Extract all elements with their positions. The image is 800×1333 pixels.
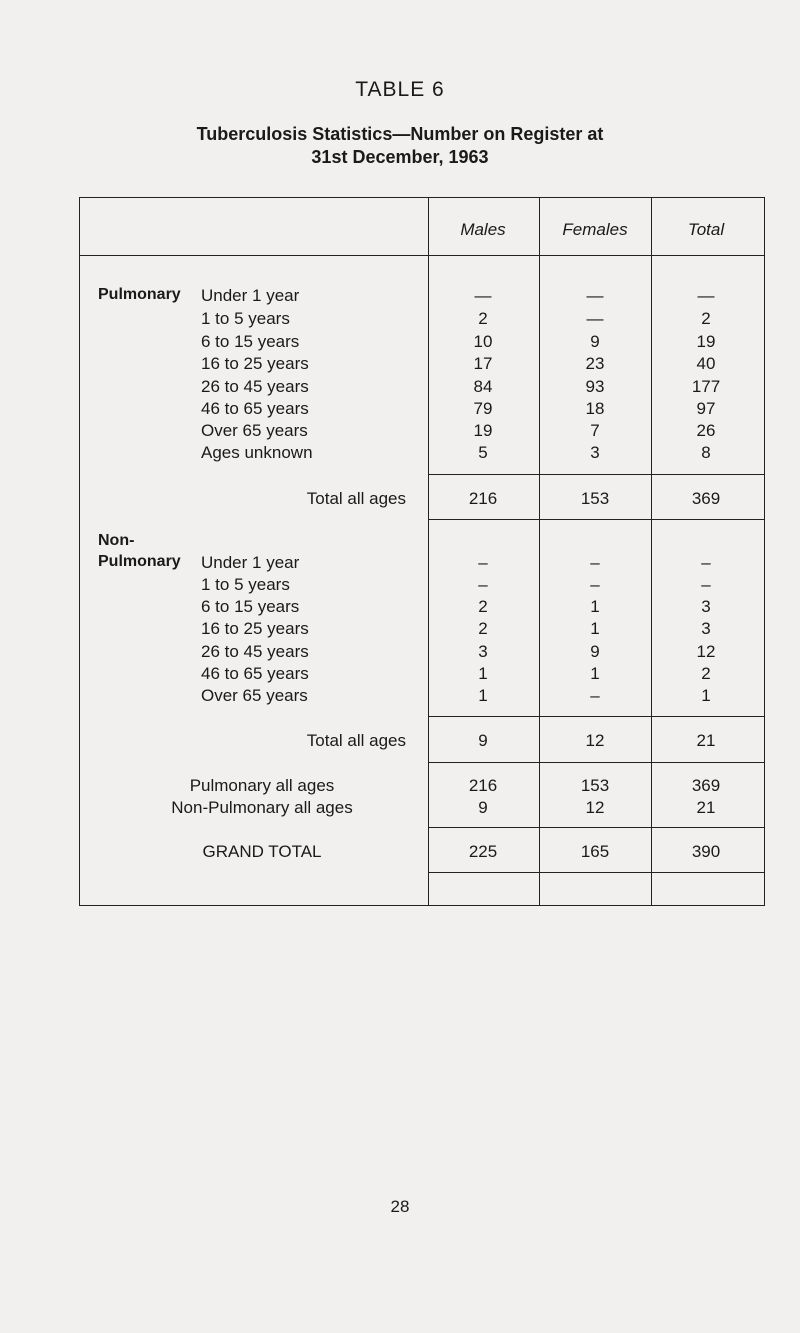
header-bottom-rule xyxy=(79,255,765,256)
males-value: 216 xyxy=(468,489,498,508)
males-value: 2 xyxy=(478,597,488,616)
pulmonary-subtotal-bottom-rule xyxy=(428,519,764,520)
row-label: Under 1 year xyxy=(201,286,300,305)
males-value: 2 xyxy=(478,309,488,328)
total-value: 177 xyxy=(691,377,721,396)
table-bottom-rule xyxy=(79,905,765,906)
males-value: 3 xyxy=(478,642,488,661)
females-value: – xyxy=(590,686,600,705)
females-value: 23 xyxy=(585,354,605,373)
table-row xyxy=(0,664,800,686)
males-value: 19 xyxy=(473,421,493,440)
column-header-total: Total xyxy=(687,220,725,239)
total-value: 8 xyxy=(701,443,711,462)
row-label: Over 65 years xyxy=(201,686,308,705)
females-value: 12 xyxy=(585,731,605,750)
group-label-non-pulmonary-line-1: Non- xyxy=(98,532,135,549)
total-value: 390 xyxy=(691,842,721,861)
males-value: 5 xyxy=(478,443,488,462)
table-row xyxy=(0,309,800,331)
subtotal-row-non-pulmonary xyxy=(0,731,800,753)
row-label: 16 to 25 years xyxy=(201,619,309,638)
table-top-rule xyxy=(79,197,765,198)
group-label-non-pulmonary-line-2: Pulmonary xyxy=(98,553,181,570)
males-value: 2 xyxy=(478,619,488,638)
summary-row xyxy=(0,776,800,798)
table-row xyxy=(0,619,800,641)
males-value: 79 xyxy=(473,399,493,418)
males-value: – xyxy=(478,553,488,572)
table-row xyxy=(0,332,800,354)
group-label-row xyxy=(0,532,800,554)
row-label: 1 to 5 years xyxy=(201,575,290,594)
row-label: 26 to 45 years xyxy=(201,642,309,661)
table-row xyxy=(0,354,800,376)
total-value: 19 xyxy=(696,332,716,351)
row-label: 6 to 15 years xyxy=(201,332,300,351)
males-value: 10 xyxy=(473,332,493,351)
total-value: 3 xyxy=(701,597,711,616)
pulmonary-subtotal-rule xyxy=(428,474,764,475)
row-label: GRAND TOTAL xyxy=(202,842,322,861)
males-value: 216 xyxy=(468,776,498,795)
females-value: 153 xyxy=(580,776,610,795)
females-value: 165 xyxy=(580,842,610,861)
females-value: 153 xyxy=(580,489,610,508)
females-value: 1 xyxy=(590,619,600,638)
males-value: 9 xyxy=(478,731,488,750)
total-value: 1 xyxy=(701,686,711,705)
group-label-pulmonary: Pulmonary xyxy=(98,286,181,303)
females-value: 18 xyxy=(585,399,605,418)
total-value: 369 xyxy=(691,776,721,795)
table-row xyxy=(0,377,800,399)
table-row xyxy=(0,575,800,597)
row-label: 46 to 65 years xyxy=(201,664,309,683)
row-label: 1 to 5 years xyxy=(201,309,290,328)
total-value: 2 xyxy=(701,309,711,328)
total-value: 40 xyxy=(696,354,716,373)
table-title-line-2: 31st December, 1963 xyxy=(311,147,489,167)
table-row xyxy=(0,597,800,619)
total-value: – xyxy=(701,553,711,572)
table-title-line-1: Tuberculosis Statistics—Number on Register at xyxy=(196,124,604,144)
row-label: Over 65 years xyxy=(201,421,308,440)
row-label: Total all ages xyxy=(306,489,406,508)
total-value: 3 xyxy=(701,619,711,638)
row-label: Non-Pulmonary all ages xyxy=(171,798,353,817)
table-row xyxy=(0,421,800,443)
column-header-males: Males xyxy=(460,220,506,239)
males-value: 9 xyxy=(478,798,488,817)
summary-row xyxy=(0,798,800,820)
table-row xyxy=(0,443,800,465)
nonpulmonary-subtotal-rule xyxy=(428,716,764,717)
females-value: 9 xyxy=(590,642,600,661)
row-label: 6 to 15 years xyxy=(201,597,300,616)
males-value: 17 xyxy=(473,354,493,373)
females-value: 1 xyxy=(590,597,600,616)
grand-total-row xyxy=(0,842,800,864)
row-label: 46 to 65 years xyxy=(201,399,309,418)
females-value: — xyxy=(586,286,604,305)
table-row xyxy=(0,686,800,708)
total-value: 21 xyxy=(696,798,716,817)
row-label: Ages unknown xyxy=(201,443,313,462)
females-value: 7 xyxy=(590,421,600,440)
table-row xyxy=(0,642,800,664)
males-value: 225 xyxy=(468,842,498,861)
males-value: – xyxy=(478,575,488,594)
table-row xyxy=(0,286,800,308)
total-value: 21 xyxy=(696,731,716,750)
subtotal-row-pulmonary xyxy=(0,489,800,511)
females-value: 93 xyxy=(585,377,605,396)
grand-total-bottom-rule xyxy=(428,872,764,873)
table-label: TABLE 6 xyxy=(355,78,445,101)
males-value: 1 xyxy=(478,686,488,705)
column-header-females: Females xyxy=(562,220,628,239)
males-value: 84 xyxy=(473,377,493,396)
females-value: — xyxy=(586,309,604,328)
total-value: 2 xyxy=(701,664,711,683)
row-label: 26 to 45 years xyxy=(201,377,309,396)
total-value: 26 xyxy=(696,421,716,440)
females-value: – xyxy=(590,575,600,594)
males-value: 1 xyxy=(478,664,488,683)
grand-total-rule xyxy=(428,827,764,828)
females-value: 9 xyxy=(590,332,600,351)
table-row xyxy=(0,553,800,575)
males-value: — xyxy=(474,286,492,305)
females-value: 3 xyxy=(590,443,600,462)
row-label: Total all ages xyxy=(306,731,406,750)
row-label: Pulmonary all ages xyxy=(189,776,335,795)
females-value: 1 xyxy=(590,664,600,683)
females-value: 12 xyxy=(585,798,605,817)
nonpulmonary-subtotal-bottom-rule xyxy=(428,762,764,763)
females-value: – xyxy=(590,553,600,572)
page-number: 28 xyxy=(390,1197,410,1216)
row-label: 16 to 25 years xyxy=(201,354,309,373)
total-value: 369 xyxy=(691,489,721,508)
total-value: 97 xyxy=(696,399,716,418)
table-row xyxy=(0,399,800,421)
total-value: – xyxy=(701,575,711,594)
row-label: Under 1 year xyxy=(201,553,300,572)
total-value: — xyxy=(697,286,715,305)
total-value: 12 xyxy=(696,642,716,661)
